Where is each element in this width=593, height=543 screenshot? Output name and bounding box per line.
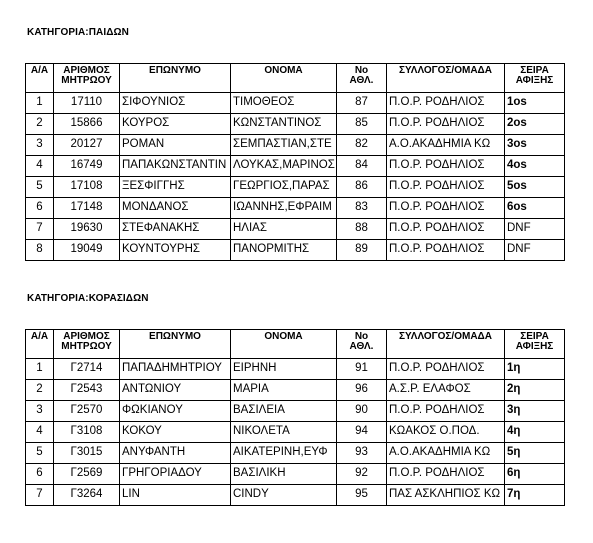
header-surname: ΕΠΩΝΥΜΟ [120,64,231,93]
header-finish-order: ΣΕΙΡΑ ΑΦΙΞΗΣ [505,330,565,359]
table-row [26,485,565,506]
cell-registry-number: 15866 [54,114,120,135]
cell-registry-number: Γ2543 [54,380,120,401]
table-row [26,464,565,485]
cell-aa: 5 [26,443,54,464]
cell-athlete-number: 85 [337,114,387,135]
cell-athlete-number: 88 [337,219,387,240]
header-finish-order: ΣΕΙΡΑ ΑΦΙΞΗΣ [505,64,565,93]
table-row [26,177,565,198]
cell-name: ΙΩΑΝΝΗΣ,ΕΦΡΑΙΜ [231,198,337,219]
cell-athlete-number: 95 [337,485,387,506]
cell-name: ΒΑΣΙΛΙΚΗ [231,464,337,485]
cell-name: CINDY [231,485,337,506]
cell-club: ΚΩΑΚΟΣ Ο.ΠΟΔ. [387,422,505,443]
cell-surname: ΣΙΦΟΥΝΙΟΣ [120,93,231,114]
cell-name: ΒΑΣΙΛΕΙΑ [231,401,337,422]
cell-name: ΕΙΡΗΝΗ [231,359,337,380]
cell-surname: ΠΑΠΑΔΗΜΗΤΡΙΟΥ [120,359,231,380]
cell-surname: ΑΝΥΦΑΝΤΗ [120,443,231,464]
cell-registry-number: 19630 [54,219,120,240]
cell-name: ΚΩΝΣΤΑΝΤΙΝΟΣ [231,114,337,135]
results-table-boys [25,63,565,261]
cell-athlete-number: 91 [337,359,387,380]
table-row [26,443,565,464]
cell-surname: ΓΡΗΓΟΡΙΑΔΟΥ [120,464,231,485]
header-surname: ΕΠΩΝΥΜΟ [120,330,231,359]
cell-athlete-number: 90 [337,401,387,422]
cell-finish-order: 6η [505,464,565,485]
cell-surname: ΠΑΠΑΚΩΝΣΤΑΝΤΙΝ [120,156,231,177]
header-aa: Α/Α [26,64,54,93]
cell-club: Π.Ο.Ρ. ΡΟΔΗΛΙΟΣ [387,240,505,261]
cell-aa: 6 [26,464,54,485]
cell-club: Α.Ο.ΑΚΑΔΗΜΙΑ ΚΩ [387,443,505,464]
cell-registry-number: Γ2569 [54,464,120,485]
cell-registry-number: Γ3015 [54,443,120,464]
cell-registry-number: 16749 [54,156,120,177]
cell-surname: ΡΟΜΑΝ [120,135,231,156]
cell-aa: 1 [26,359,54,380]
cell-surname: ΦΩΚΙΑΝΟΥ [120,401,231,422]
header-name: ΟΝΟΜΑ [231,330,337,359]
cell-name: ΣΕΜΠΑΣΤΙΑΝ,ΣΤΕ [231,135,337,156]
cell-registry-number: Γ2714 [54,359,120,380]
cell-finish-order: 1η [505,359,565,380]
table-row [26,156,565,177]
table-row [26,219,565,240]
cell-club: Π.Ο.Ρ. ΡΟΔΗΛΙΟΣ [387,156,505,177]
cell-finish-order: 5os [505,177,565,198]
cell-name: ΤΙΜΟΘΕΟΣ [231,93,337,114]
cell-surname: ΜΟΝΔΑΝΟΣ [120,198,231,219]
cell-athlete-number: 82 [337,135,387,156]
cell-athlete-number: 96 [337,380,387,401]
cell-club: Π.Ο.Ρ. ΡΟΔΗΛΙΟΣ [387,359,505,380]
cell-surname: ΑΝΤΩΝΙΟΥ [120,380,231,401]
table-row [26,240,565,261]
cell-club: Π.Ο.Ρ. ΡΟΔΗΛΙΟΣ [387,219,505,240]
cell-finish-order: 5η [505,443,565,464]
cell-athlete-number: 92 [337,464,387,485]
table-row [26,93,565,114]
cell-aa: 3 [26,135,54,156]
cell-registry-number: Γ2570 [54,401,120,422]
header-name: ΟΝΟΜΑ [231,64,337,93]
cell-aa: 1 [26,93,54,114]
cell-finish-order: 2os [505,114,565,135]
cell-surname: ΚΟΥΡΟΣ [120,114,231,135]
cell-registry-number: 17148 [54,198,120,219]
cell-club: Α.Σ.Ρ. ΕΛΑΦΟΣ [387,380,505,401]
cell-surname: ΚΟΚΟΥ [120,422,231,443]
category-title-girls: ΚΑΤΗΓΟΡΙΑ:ΚΟΡΑΣΙΔΩΝ [27,293,149,304]
cell-athlete-number: 83 [337,198,387,219]
cell-registry-number: 17110 [54,93,120,114]
cell-club: Π.Ο.Ρ. ΡΟΔΗΛΙΟΣ [387,177,505,198]
cell-name: ΝΙΚΟΛΕΤΑ [231,422,337,443]
cell-aa: 5 [26,177,54,198]
cell-finish-order: 2η [505,380,565,401]
cell-finish-order: DNF [505,240,565,261]
header-registry-number: ΑΡΙΘΜΟΣ ΜΗΤΡΩΟΥ [54,330,120,359]
cell-name: ΓΕΩΡΓΙΟΣ,ΠΑΡΑΣ [231,177,337,198]
cell-aa: 3 [26,401,54,422]
cell-finish-order: DNF [505,219,565,240]
cell-registry-number: Γ3108 [54,422,120,443]
cell-finish-order: 3η [505,401,565,422]
cell-athlete-number: 84 [337,156,387,177]
table-row [26,359,565,380]
cell-surname: ΚΟΥΝΤΟΥΡΗΣ [120,240,231,261]
table-row [26,198,565,219]
cell-aa: 4 [26,422,54,443]
cell-finish-order: 3os [505,135,565,156]
header-club: ΣΥΛΛΟΓΟΣ/ΟΜΑΔΑ [387,330,505,359]
cell-athlete-number: 86 [337,177,387,198]
cell-club: Π.Ο.Ρ. ΡΟΔΗΛΙΟΣ [387,464,505,485]
cell-name: ΛΟΥΚΑΣ,ΜΑΡΙΝΟΣ [231,156,337,177]
results-table-girls [25,329,565,506]
cell-aa: 2 [26,114,54,135]
category-title-boys: ΚΑΤΗΓΟΡΙΑ:ΠΑΙΔΩΝ [27,27,129,38]
cell-name: ΑΙΚΑΤΕΡΙΝΗ,ΕΥΦ [231,443,337,464]
cell-name: ΗΛΙΑΣ [231,219,337,240]
cell-name: ΜΑΡΙΑ [231,380,337,401]
cell-club: Π.Ο.Ρ. ΡΟΔΗΛΙΟΣ [387,198,505,219]
header-aa: Α/Α [26,330,54,359]
cell-club: ΠΑΣ ΑΣΚΛΗΠΙΟΣ ΚΩ [387,485,505,506]
cell-athlete-number: 93 [337,443,387,464]
table-header-row [26,64,565,93]
cell-athlete-number: 87 [337,93,387,114]
cell-club: Π.Ο.Ρ. ΡΟΔΗΛΙΟΣ [387,93,505,114]
cell-aa: 4 [26,156,54,177]
cell-surname: ΣΤΕΦΑΝΑΚΗΣ [120,219,231,240]
cell-aa: 6 [26,198,54,219]
header-athlete-number: Νο ΑΘΛ. [337,330,387,359]
cell-aa: 7 [26,485,54,506]
header-athlete-number: Νο ΑΘΛ. [337,64,387,93]
cell-aa: 7 [26,219,54,240]
cell-name: ΠΑΝΟΡΜΙΤΗΣ [231,240,337,261]
cell-club: Π.Ο.Ρ. ΡΟΔΗΛΙΟΣ [387,401,505,422]
cell-club: Α.Ο.ΑΚΑΔΗΜΙΑ ΚΩ [387,135,505,156]
cell-registry-number: 17108 [54,177,120,198]
table-header-row [26,330,565,359]
cell-registry-number: Γ3264 [54,485,120,506]
table-row [26,380,565,401]
header-club: ΣΥΛΛΟΓΟΣ/ΟΜΑΔΑ [387,64,505,93]
cell-finish-order: 4η [505,422,565,443]
table-row [26,422,565,443]
cell-aa: 8 [26,240,54,261]
cell-surname: ΞΕΣΦΙΓΓΗΣ [120,177,231,198]
cell-finish-order: 1os [505,93,565,114]
table-row [26,401,565,422]
table-row [26,135,565,156]
cell-athlete-number: 89 [337,240,387,261]
cell-finish-order: 4os [505,156,565,177]
cell-club: Π.Ο.Ρ. ΡΟΔΗΛΙΟΣ [387,114,505,135]
cell-registry-number: 20127 [54,135,120,156]
cell-registry-number: 19049 [54,240,120,261]
cell-finish-order: 6os [505,198,565,219]
cell-surname: LIN [120,485,231,506]
header-registry-number: ΑΡΙΘΜΟΣ ΜΗΤΡΩΟΥ [54,64,120,93]
cell-finish-order: 7η [505,485,565,506]
cell-athlete-number: 94 [337,422,387,443]
cell-aa: 2 [26,380,54,401]
table-row [26,114,565,135]
